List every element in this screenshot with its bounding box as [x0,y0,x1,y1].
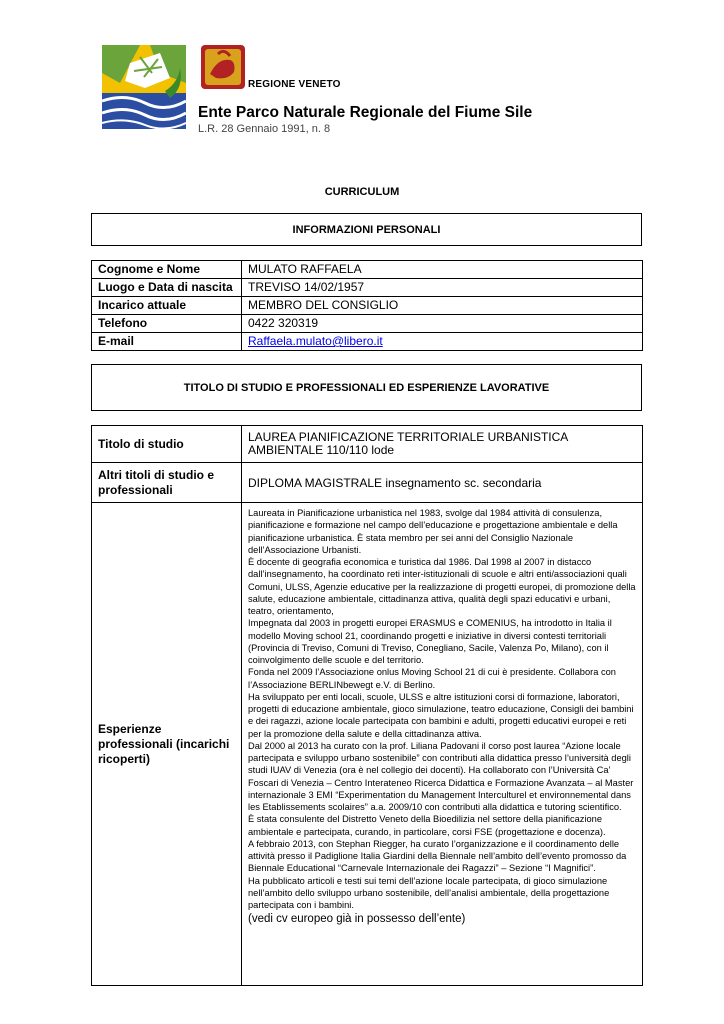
document-title: CURRICULUM [324,186,400,198]
experience-paragraph: Dal 2000 al 2013 ha curato con la prof. Liliana Padovani il corso post laurea “Azione locale partecipata e sviluppo urbano sostenibile” con contributi alla didattica presso l’università degli studi IUAV di Venezia (ora è nel collegio dei docenti). Ha collaborato con l’Università Ca’ Foscari di Venezia – Centro Interateneo Ricerca Didattica e Formazione Avanzata – al Master internazionale 3 EMI “Experimentation du Management Interculturel et environnemental dans les Etablissements scolaires” a.a. 2009/10 con contributi alla didattica e tutoring scientifico. [248,740,634,812]
education-table [91,425,643,986]
experience-paragraph: Ha pubblicato articoli e testi sui temi dell’azione locale partecipata, di gioco simulazione nell’ambito dello sviluppo urbano sostenibile, dell’analisi ambientale, della progettazione partecipata con i bambini. [248,875,610,910]
value-name: MULATO RAFFAELA [242,261,643,279]
table-row [92,261,643,279]
experience-paragraph: È docente di geografia economica e turistica dal 1986. Dal 1998 al 2007 in distacco dall’insegnamento, ha coordinato reti inter-istituzionali di scuole e altri enti/associazioni quali Comuni, ULSS, Agenzie educative per la realizzazione di progetti europei, di promozione della salute, educazione ambientale, cittadinanza attiva, qualità degli spazi educativi e urbani, teatro, orientamento, [248,557,636,616]
table-row [92,463,643,503]
experience-paragraph: Ha sviluppato per enti locali, scuole, ULSS e altre istituzioni corsi di formazione, laboratori, progetti di educazione ambientale, gioco simulazione, teatro educazione, Consigli dei bambini e dei ragazzi, azione locale partecipata con bambini e adulti, progetti educativi europei e reti per la promozione della salute e della cittadinanza attiva. [248,691,634,739]
personal-info-table [91,260,643,351]
value-other-titles: DIPLOMA MAGISTRALE insegnamento sc. secondaria [242,463,643,503]
label-name: Cognome e Nome [92,261,242,279]
region-name: REGIONE VENETO [248,79,341,90]
experience-text [242,503,643,986]
label-other-titles: Altri titoli di studio e professionali [92,463,242,503]
value-role: MEMBRO DEL CONSIGLIO [242,297,643,315]
value-phone: 0422 320319 [242,315,643,333]
value-birth: TREVISO 14/02/1957 [242,279,643,297]
table-row [92,297,643,315]
region-crest-icon [200,44,246,90]
experience-note: (vedi cv europeo già in possesso dell’ente) [248,913,466,926]
experience-paragraph: Laureata in Pianificazione urbanistica nel 1983, svolge dal 1984 attività di consulenza, pianificazione e formazione nel campo dell’educazione e progettazione ambientale e della pianificazione urbanistica. È stata membro per sei anni del Consiglio Nazionale dell’Associazione Urbanisti. [248,508,618,555]
label-role: Incarico attuale [92,297,242,315]
table-row [92,333,643,351]
label-phone: Telefono [92,315,242,333]
table-row [92,503,643,986]
label-birth: Luogo e Data di nascita [92,279,242,297]
label-degree: Titolo di studio [92,426,242,463]
experience-paragraph: Impegnata dal 2003 in progetti europei ERASMUS e COMENIUS, ha introdotto in Italia il modello Moving school 21, coordinando progetti e iniziative in diversi contesti territoriali (Provincia di Treviso, Comuni di Treviso, Conegliano, Sacile, Valenza Po, Milano), con il coinvolgimento delle scuole e del territorio. [248,618,612,665]
value-degree: LAUREA PIANIFICAZIONE TERRITORIALE URBANISTICA AMBIENTALE 110/110 lode [242,426,643,463]
organization-name: Ente Parco Naturale Regionale del Fiume Sile [198,104,533,121]
table-row [92,279,643,297]
experience-paragraph: A febbraio 2013, con Stephan Riegger, ha curato l’organizzazione e il coordinamento delle attività presso il Padiglione Italia Giardini della Biennale nell’ambito dell’evento promosso da Biennale Educational “Carnevale Internazionale dei Ragazzi” – Sezione “I Magnifici”. [248,838,627,874]
email-link[interactable]: Raffaela.mulato@libero.it [248,334,383,348]
label-experience: Esperienze professionali (incarichi ricoperti) [92,503,242,986]
law-reference: L.R. 28 Gennaio 1991, n. 8 [198,123,331,135]
education-section-title: TITOLO DI STUDIO E PROFESSIONALI ED ESPERIENZE LAVORATIVE [91,364,642,411]
label-email: E-mail [92,333,242,351]
personal-section-title: INFORMAZIONI PERSONALI [91,213,642,246]
table-row [92,315,643,333]
table-row [92,426,643,463]
experience-paragraph: È stata consulente del Distretto Veneto della Bioedilizia nel settore della pianificazione ambientale e partecipata, curando, in particolare, corsi FSE (progettazione e docenza). [248,814,606,837]
experience-paragraph: Fonda nel 2009 l’Associazione onlus Moving School 21 di cui è presidente. Collabora con l’Associazione BERLINbewegt e.V. di Berlino. [248,667,616,690]
park-logo [100,43,188,131]
